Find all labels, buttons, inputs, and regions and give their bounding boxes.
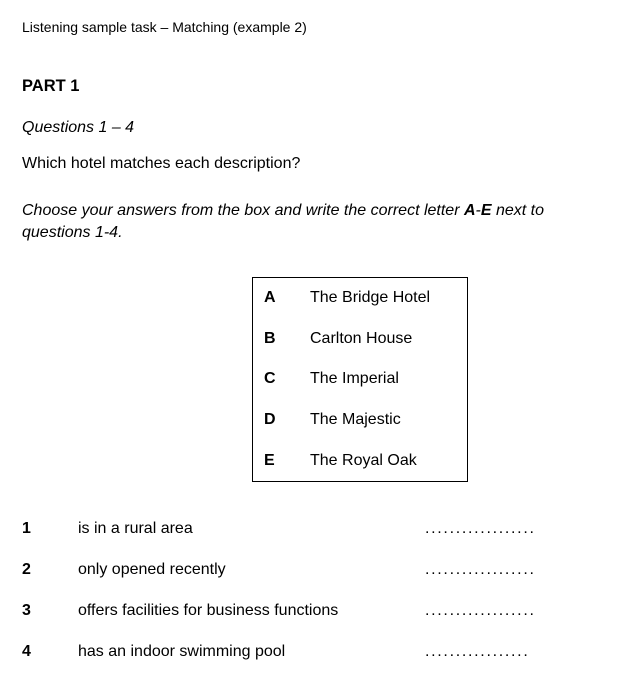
option-row-a: [253, 278, 467, 319]
option-name: The Imperial: [310, 370, 399, 388]
question-text: only opened recently: [78, 561, 226, 578]
question-text: is in a rural area: [78, 520, 193, 537]
task-instruction: [22, 200, 612, 244]
question-number: 3: [22, 602, 31, 619]
options-box: [252, 277, 468, 482]
question-row-3: [22, 602, 602, 620]
answer-blank: ..................: [425, 561, 536, 578]
question-number: 2: [22, 561, 31, 578]
instruction-text-before: Choose your answers from the box and write the correct letter: [22, 202, 464, 219]
answer-blank: .................: [425, 643, 530, 660]
instruction-line-2: questions 1-4.: [22, 224, 123, 241]
instruction-text-after: next to: [491, 202, 545, 219]
instruction-letter-separator: -: [475, 202, 481, 219]
part-heading: PART 1: [22, 77, 80, 95]
option-name: The Bridge Hotel: [310, 289, 431, 307]
questions-range-heading: Questions 1 – 4: [22, 119, 135, 136]
option-row-c: [253, 359, 467, 400]
task-prompt: Which hotel matches each description?: [22, 155, 301, 172]
question-row-1: [22, 520, 602, 538]
option-name: Carlton House: [310, 329, 413, 347]
option-letter: B: [264, 329, 276, 347]
option-letter: C: [264, 370, 276, 388]
instruction-letter-e: E: [480, 202, 492, 219]
question-number: 4: [22, 643, 31, 660]
question-number: 1: [22, 520, 31, 537]
answer-blank: ..................: [425, 602, 536, 619]
option-row-e: [253, 440, 467, 481]
document-title: Listening sample task – Matching (example 2): [22, 19, 307, 35]
answer-blank: ..................: [425, 520, 536, 537]
question-text: offers facilities for business functions: [78, 602, 339, 619]
option-letter: D: [264, 411, 276, 429]
option-letter: E: [264, 451, 275, 469]
question-row-2: [22, 561, 602, 579]
instruction-line-1: [22, 200, 612, 222]
question-row-4: [22, 643, 602, 661]
instruction-letter-a: A: [463, 202, 476, 219]
option-name: The Royal Oak: [310, 451, 417, 469]
option-row-b: [253, 319, 467, 360]
option-letter: A: [264, 289, 276, 307]
option-name: The Majestic: [310, 411, 401, 429]
option-row-d: [253, 400, 467, 441]
question-text: has an indoor swimming pool: [78, 643, 286, 660]
